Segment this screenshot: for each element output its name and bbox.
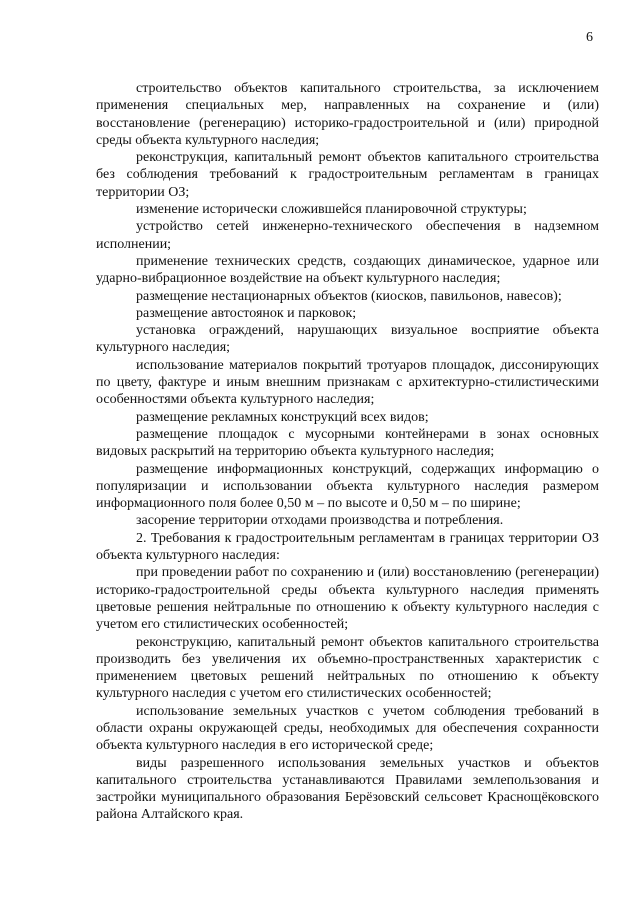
paragraph: установка ограждений, нарушающих визуальное восприятие объекта культурного наследия; — [96, 323, 599, 356]
paragraph: размещение нестационарных объектов (киосков, павильонов, навесов); — [136, 288, 562, 304]
paragraph: засорение территории отходами производства и потребления. — [136, 513, 504, 529]
paragraph: применение технических средств, создающих динамическое, ударное или ударно-вибрационное воздействие на объект культурного наследия; — [96, 253, 599, 287]
paragraph: реконструкция, капитальный ремонт объектов капитального строительства без соблюдения требований к градостроительным регламентам в границах территории ОЗ; — [96, 150, 599, 200]
page-number: 6 — [586, 30, 593, 45]
body-text — [96, 80, 599, 824]
paragraph: размещение автостоянок и парковок; — [136, 305, 357, 321]
paragraph: при проведении работ по сохранению и (или) восстановлению (регенерации) историко-градостроительной среды объекта культурного наследия применять цветовые решения нейтральные по отношению к объекту культурного наследия с учетом его стилистических особенностей; — [96, 565, 599, 633]
section-heading-2: 2. Требования к градостроительным регламентам в границах территории ОЗ объекта культурного наследия: — [96, 530, 599, 564]
paragraph: изменение исторически сложившейся планировочной структуры; — [136, 202, 527, 218]
paragraph: строительство объектов капитального строительства, за исключением применения специальных мер, направленных на сохранение и (или) восстановление (регенерацию) историко-градостроительной и (или) природной среды объекта культурного наследия; — [96, 81, 599, 148]
paragraph: устройство сетей инженерно-технического обеспечения в надземном исполнении; — [96, 219, 599, 252]
paragraph: размещение информационных конструкций, содержащих информацию о популяризации и использовании объекта культурного наследия размером информационного поля более 0,50 м – по высоте и 0,50 м – по ширине; — [96, 461, 599, 512]
paragraph: размещение рекламных конструкций всех видов; — [136, 409, 429, 425]
paragraph: размещение площадок с мусорными контейнерами в зонах основных видовых раскрытий на территорию объекта культурного наследия; — [96, 426, 599, 460]
paragraph: виды разрешенного использования земельных участков и объектов капитального строительства устанавливаются Правилами землепользования и застройки муниципального образования Берёзовский сельсовет Краснощёковского района Алтайского края. — [96, 755, 599, 823]
paragraph: использование материалов покрытий тротуаров площадок, диссонирующих по цвету, фактуре и иным внешним признакам с архитектурно-стилистическими особенностями объекта культурного наследия; — [96, 357, 599, 408]
paragraph: использование земельных участков с учетом соблюдения требований в области охраны окружающей среды, необходимых для обеспечения сохранности объекта культурного наследия в его исторической среде; — [96, 703, 599, 754]
paragraph: реконструкцию, капитальный ремонт объектов капитального строительства производить без увеличения их объемно-пространственных характеристик с применением цветовых решений нейтральных по отношению к объекту культурного наследия с учетом его стилистических особенностей; — [96, 634, 599, 702]
